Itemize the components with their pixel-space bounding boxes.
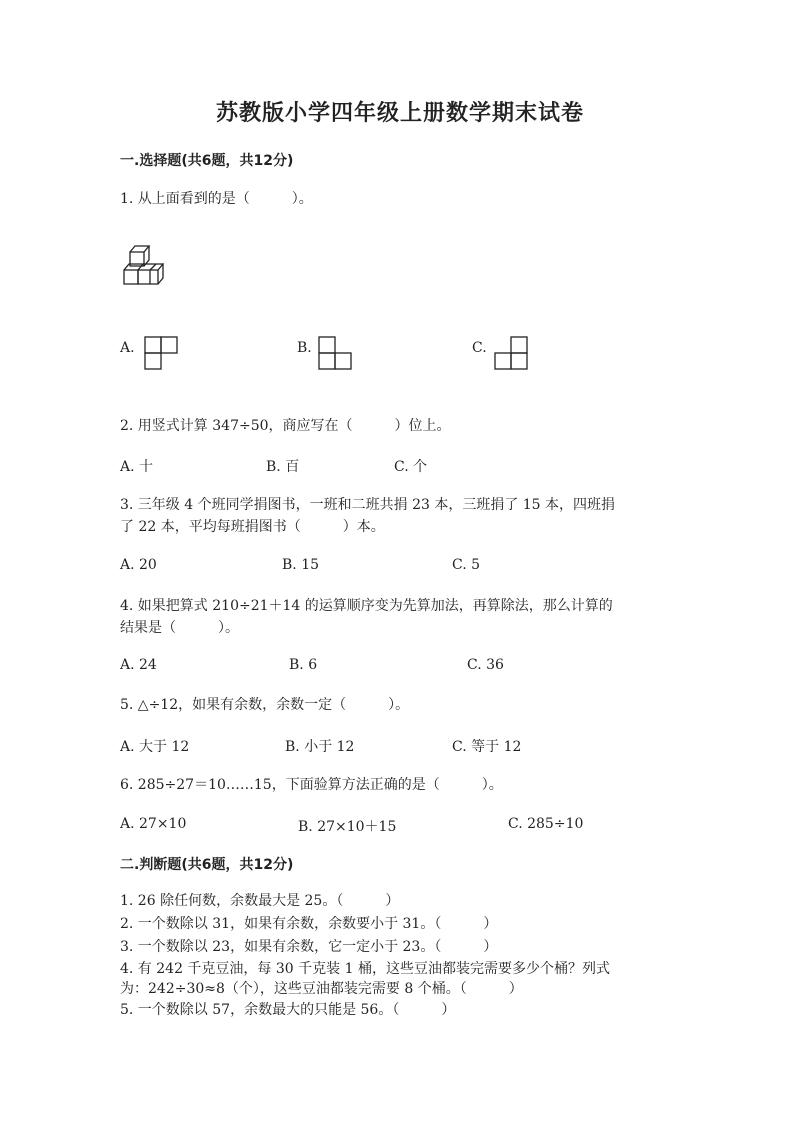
question-2-text: 2. 用竖式计算 347÷50，商应写在（ ）位上。 [120,418,451,434]
question-3-line1: 3. 三年级 4 个班同学捐图书，一班和二班共捐 23 本，三班捐了 15 本，四班捐 [120,497,616,513]
q2-option-b: B. 百 [266,459,300,475]
q5-option-c: C. 等于 12 [452,739,522,755]
q2-option-c: C. 个 [394,459,428,475]
question-4-line1: 4. 如果把算式 210÷21＋14 的运算顺序变为先算加法，再算除法，那么计算的 [120,598,613,614]
q1-option-c-figure [494,336,528,370]
judgement-item-1: 1. 26 除任何数，余数最大是 25。（ ） [120,893,400,909]
judgement-item-3: 3. 一个数除以 23，如果有余数，它一定小于 23。（ ） [120,939,498,955]
q2-option-a: A. 十 [120,459,154,475]
q4-option-b: B. 6 [289,657,318,673]
q5-option-a: A. 大于 12 [120,739,190,755]
q1-option-c-label: C. [472,340,487,356]
judgement-item-4-line1: 4. 有 242 千克豆油，每 30 千克装 1 桶，这些豆油都装完需要多少个桶？列式 [120,961,610,977]
judgement-item-5: 5. 一个数除以 57，余数最大的只能是 56。（ ） [120,1002,456,1018]
question-5-text: 5. △÷12，如果有余数，余数一定（ ）。 [120,697,410,713]
q6-option-a: A. 27×10 [120,816,187,832]
q1-option-b-label: B. [297,340,312,356]
question-1-text: 1. 从上面看到的是（ ）。 [120,191,313,207]
section-heading-judgement: 二.判断题(共6题，共12分) [120,857,294,873]
q6-option-b: B. 27×10＋15 [298,819,397,835]
section-heading-choice: 一.选择题(共6题，共12分) [120,153,294,169]
q4-option-a: A. 24 [120,657,157,673]
question-3-line2: 了 22 本，平均每班捐图书（ ）本。 [120,519,385,535]
q3-option-b: B. 15 [282,557,320,573]
q4-option-c: C. 36 [467,657,504,673]
judgement-item-4-line2: 为：242÷30≈8（个），这些豆油都装完需要 8 个桶。（ ） [120,981,523,997]
question-6-text: 6. 285÷27＝10……15，下面验算方法正确的是（ ）。 [120,777,503,793]
q3-option-c: C. 5 [452,557,481,573]
q6-option-c: C. 285÷10 [508,816,584,832]
q1-option-a-figure [144,336,178,370]
cube-stack-figure [118,240,182,288]
judgement-item-2: 2. 一个数除以 31，如果有余数，余数要小于 31。（ ） [120,916,498,932]
question-4-line2: 结果是（ ）。 [120,620,239,636]
q5-option-b: B. 小于 12 [285,739,355,755]
q1-option-b-figure [318,336,352,370]
q1-option-a-label: A. [120,340,135,356]
q3-option-a: A. 20 [120,557,157,573]
page-title: 苏教版小学四年级上册数学期末试卷 [215,101,584,126]
